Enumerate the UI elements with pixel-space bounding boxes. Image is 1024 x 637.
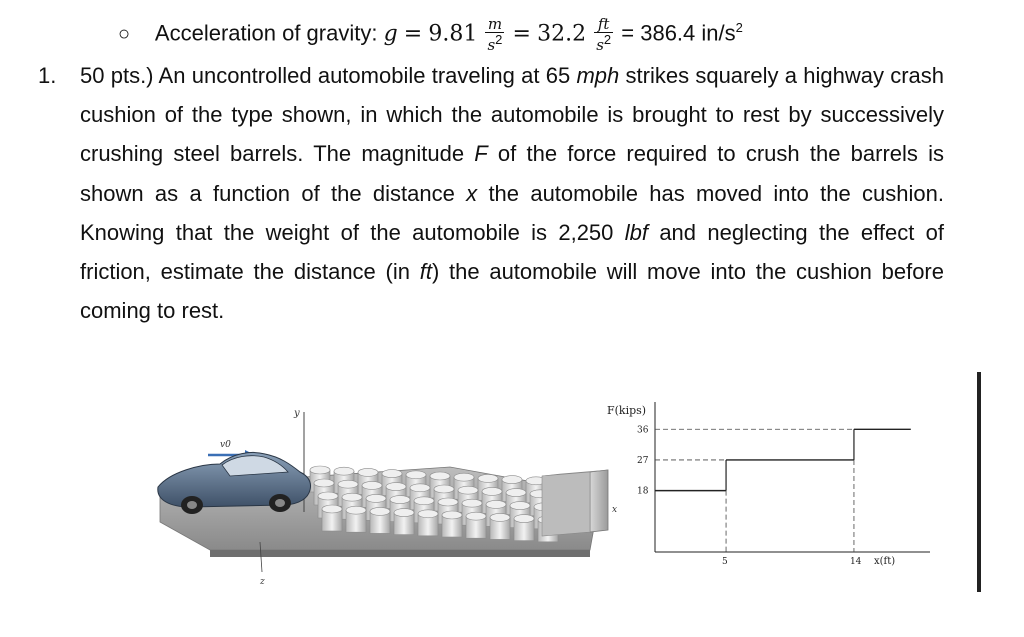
concrete-wall [590,470,608,532]
gravity-us-value: 32.2 [537,21,587,47]
si-unit-fraction [485,14,504,54]
road-floor-front [210,550,590,557]
problem-number: 1. [38,63,57,88]
crash-cushion-illustration [158,408,617,587]
distance-unit: ft [419,259,432,285]
gravity-label: Acceleration of gravity: [154,20,378,46]
axis-z-label: z [260,577,265,587]
barrel-icon [346,506,366,532]
steel-barrels [310,466,558,542]
barrel-icon [490,513,510,539]
velocity-label: v0 [220,440,231,450]
barrel-icon [442,511,462,537]
right-margin-rule [977,372,981,592]
speed-unit: mph [576,63,620,88]
x-tick-label: 5 [722,557,728,567]
y-tick-label: 18 [637,486,649,497]
figure-svg [150,372,990,602]
barrel-icon [466,512,486,538]
barrel-icon [370,507,390,533]
y-tick-label: 36 [637,425,649,436]
gravity-in-value: = 386.4 in/s [621,20,736,46]
problem-body: 50 pts.) An uncontrolled automobile traveling at 65 mph strikes squarely a highway crash cushion of the type shown, in which the automobile is brought to rest by successively crushing steel barrels. The magnitude F of the force required to crush the barrels is shown as a function of the distance x the automobile has moved into the cushion. Knowing that the weight of the automobile is 2,250 lbf and neglecting the effect of friction, estimate the distance (in ft) the automobile will move into the cushion before coming to rest. [80,63,945,324]
bullet-icon: ○ [118,23,131,46]
force-symbol: F [474,141,488,167]
us-unit-numerator: ft [597,14,610,33]
problem-figure [150,372,990,602]
us-unit-denominator: s [596,35,604,54]
axis-y-label: y [294,408,300,419]
si-unit-exponent: 2 [495,31,503,47]
barrel-icon [418,510,438,536]
distance-symbol: x [466,180,478,206]
equals-sign: = [403,21,423,47]
in-unit-exponent: 2 [735,20,743,35]
barrel-icon [322,505,342,531]
gravity-si-value: 9.81 [428,21,478,47]
y-tick-label: 27 [637,455,649,466]
concrete-wall-side [542,472,590,536]
barrel-icon [514,515,534,541]
x-tick-label: 14 [849,557,862,567]
weight-unit: lbf [624,219,648,245]
us-unit-fraction [594,14,613,54]
axis-x-label: x [612,505,618,515]
chart-xlabel: x(ft) [874,556,896,567]
si-unit-denominator: s [487,35,496,54]
problem-statement [38,56,944,330]
gravity-symbol: g [383,21,398,47]
automobile-icon [158,452,311,514]
us-unit-exponent: 2 [603,31,612,47]
gravity-constants-line [118,8,743,54]
barrel-icon [394,509,414,535]
si-unit-numerator: m [487,14,503,33]
chart-ylabel: F(kips) [607,404,647,417]
equals-sign-2: = [512,21,531,47]
force-distance-chart [607,402,930,567]
